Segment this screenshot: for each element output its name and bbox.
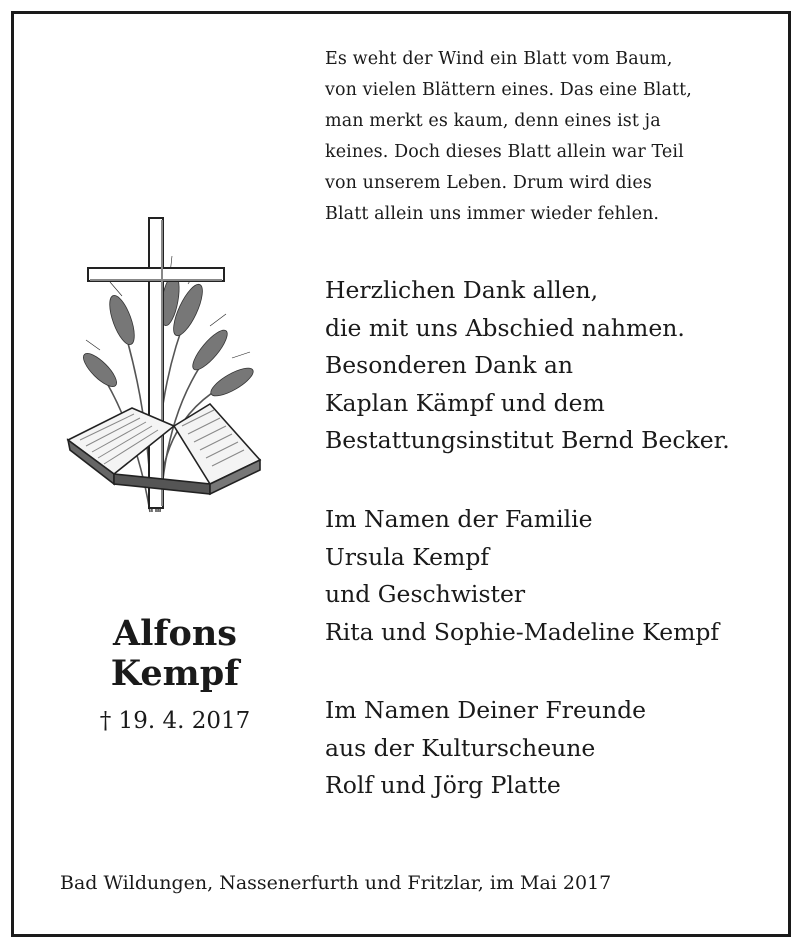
death-date: † 19. 4. 2017 (99, 708, 251, 734)
poem-line: von vielen Blättern eines. Das eine Blatt, (325, 80, 692, 100)
poem-line: man merkt es kaum, denn eines ist ja (325, 111, 661, 131)
poem-block (325, 44, 765, 230)
poem-line: keines. Doch dieses Blatt allein war Teil (325, 142, 684, 162)
family-line: Im Namen der Familie (325, 505, 593, 533)
first-name: Alfons (112, 613, 237, 654)
family-line: und Geschwister (325, 580, 526, 608)
family-block (325, 501, 775, 651)
thanks-line: Bestattungsinstitut Bernd Becker. (325, 426, 730, 454)
deceased-name (60, 614, 290, 694)
poem-line: von unserem Leben. Drum wird dies (325, 173, 652, 193)
poem-line: Blatt allein uns immer wieder fehlen. (325, 204, 660, 224)
family-line: Ursula Kempf (325, 542, 490, 571)
thanks-line: Besonderen Dank an (325, 351, 574, 379)
friends-line: aus der Kulturscheune (325, 733, 596, 762)
place-and-date: Bad Wildungen, Nassenerfurth und Fritzlar, im Mai 2017 (60, 872, 612, 894)
friends-line: Rolf und Jörg Platte (325, 771, 561, 799)
poem-line: Es weht der Wind ein Blatt vom Baum, (325, 49, 673, 69)
thanks-line: Kaplan Kämpf und dem (325, 388, 605, 417)
thanks-block (325, 272, 775, 460)
friends-block (325, 692, 775, 805)
last-name: Kempf (110, 653, 240, 694)
cross-wheat-bible-icon (60, 212, 290, 522)
friends-line: Im Namen Deiner Freunde (325, 696, 647, 724)
family-line: Rita und Sophie-Madeline Kempf (325, 617, 720, 646)
thanks-line: Herzlichen Dank allen, (325, 276, 599, 304)
thanks-line: die mit uns Abschied nahmen. (325, 313, 685, 342)
